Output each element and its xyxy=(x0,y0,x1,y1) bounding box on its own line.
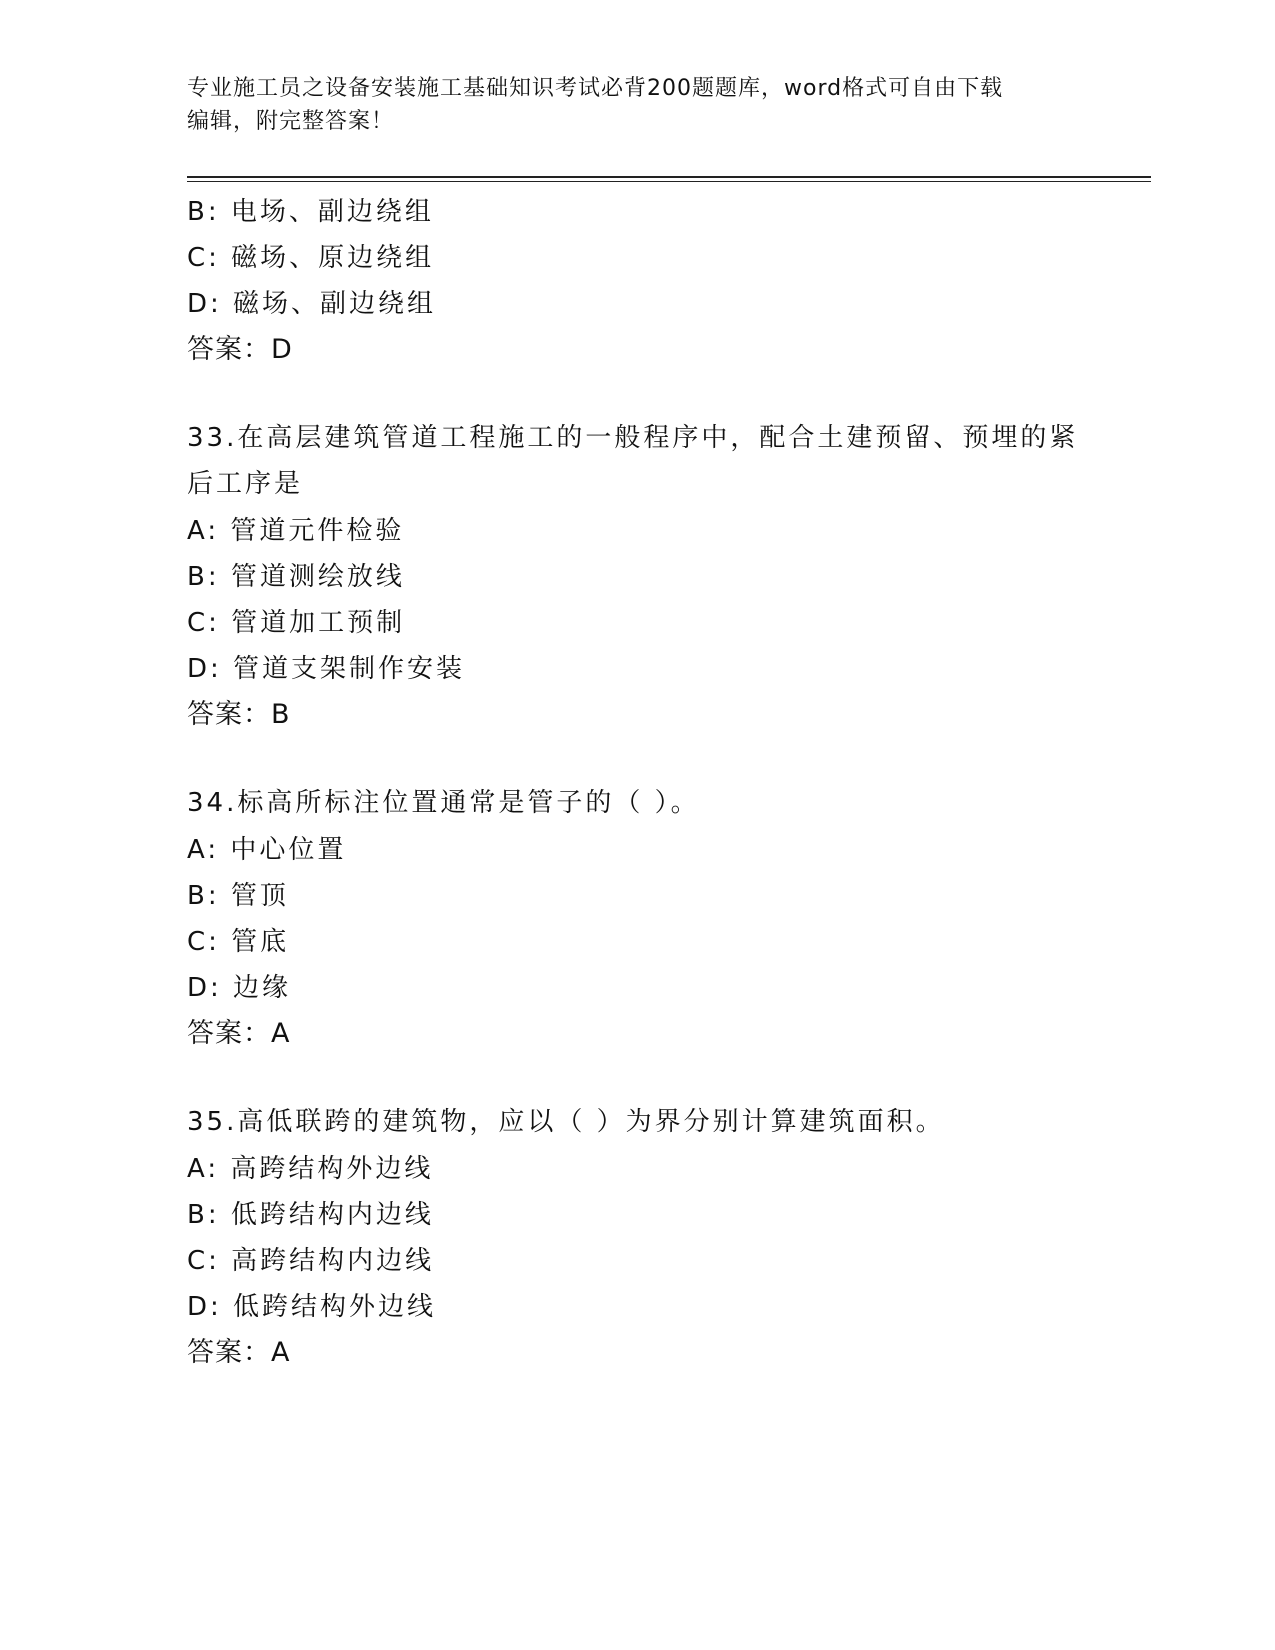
question-35 xyxy=(187,1100,1087,1376)
question-32-continued xyxy=(187,189,1087,373)
answer-line: 答案：B xyxy=(187,699,291,730)
question-stem-line-2: 后工序是 xyxy=(187,469,304,499)
option-c: C: 高跨结构内边线 xyxy=(187,1246,435,1276)
option-d: D: 磁场、副边绕组 xyxy=(187,289,437,319)
answer-line: 答案：A xyxy=(187,1337,291,1368)
option-d: D: 边缘 xyxy=(187,973,292,1003)
answer-line: 答案：A xyxy=(187,1018,291,1049)
answer-line: 答案：D xyxy=(187,334,293,365)
header-divider-thick xyxy=(187,176,1151,178)
option-a: A: 中心位置 xyxy=(187,835,347,865)
header-divider-thin xyxy=(187,181,1151,182)
option-d: D: 低跨结构外边线 xyxy=(187,1292,437,1322)
question-stem-line-1: 33.在高层建筑管道工程施工的一般程序中，配合土建预留、预埋的紧 xyxy=(187,423,1079,453)
question-33 xyxy=(187,416,1087,738)
question-stem-line-1: 34.标高所标注位置通常是管子的（ ）。 xyxy=(187,788,700,818)
header-title-line-2: 编辑，附完整答案！ xyxy=(187,109,395,134)
option-d: D: 管道支架制作安装 xyxy=(187,654,466,684)
option-c: C: 管底 xyxy=(187,927,290,957)
question-stem-line-1: 35.高低联跨的建筑物，应以（ ）为界分别计算建筑面积。 xyxy=(187,1107,945,1137)
option-b: B: 低跨结构内边线 xyxy=(187,1200,434,1230)
option-b: B: 管道测绘放线 xyxy=(187,562,405,592)
option-a: A: 高跨结构外边线 xyxy=(187,1154,434,1184)
option-b: B: 管顶 xyxy=(187,881,289,911)
option-b: B: 电场、副边绕组 xyxy=(187,197,434,227)
question-34 xyxy=(187,781,1087,1057)
option-c: C: 管道加工预制 xyxy=(187,608,406,638)
question-list xyxy=(187,189,1087,1376)
option-a: A: 管道元件检验 xyxy=(187,516,405,546)
header-title-line-1: 专业施工员之设备安装施工基础知识考试必背200题题库，word格式可自由下载 xyxy=(187,76,1004,101)
document-header xyxy=(187,72,1067,138)
option-c: C: 磁场、原边绕组 xyxy=(187,243,435,273)
